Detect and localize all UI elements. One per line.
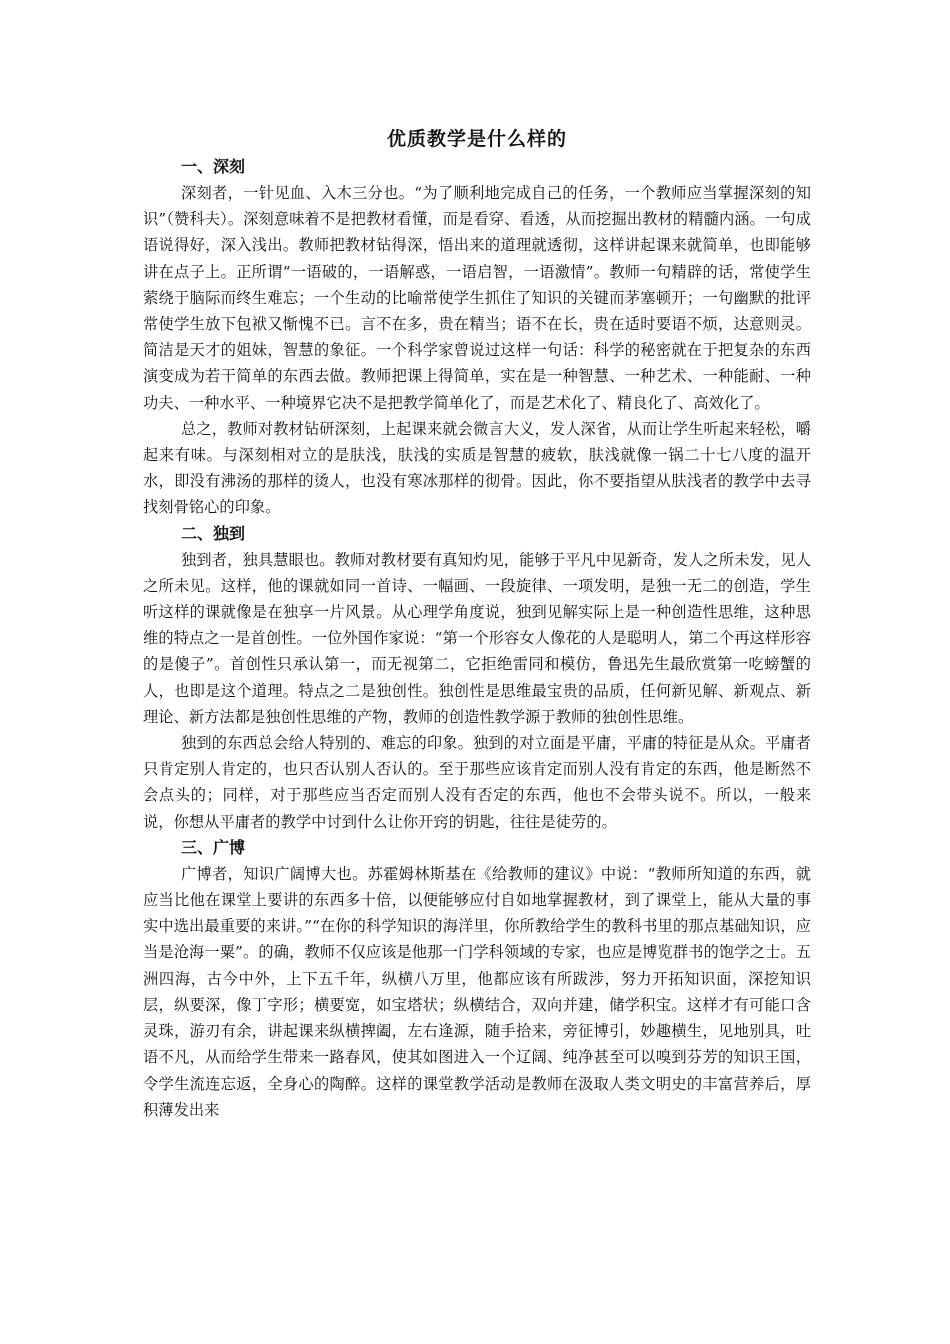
paragraph: 独到者，独具慧眼也。教师对教材要有真知灼见，能够于平凡中见新奇，发人之所未发，见人之所未见。这样，他的课就如同一首诗、一幅画、一段旋律、一项发明，是独一无二的创造，学生听这样的课就像是在独享一片风景。从心理学角度说，独到见解实际上是一种创造性思维，这种思维的特点之一是首创性。一位外国作家说：“第一个形容女人像花的人是聪明人，第二个再这样形容的是傻子”。首创性只承认第一，而无视第二，它拒绝雷同和模仿，鲁迅先生最欣赏第一吃螃蟹的人，也即是这个道理。特点之二是独创性。独创性是思维最宝贵的品质，任何新见解、新观点、新理论、新方法都是独创性思维的产物，教师的创造性教学源于教师的独创性思维。 bbox=[143, 550, 811, 726]
paragraph: 总之，教师对教材钻研深刻，上起课来就会微言大义，发人深省，从而让学生听起来轻松，嚼起来有味。与深刻相对立的是肤浅，肤浅的实质是智慧的疲软，肤浅就像一锅二十七八度的温开水，即没有沸汤的那样的烫人，也没有寒冰那样的彻骨。因此，你不要指望从肤浅者的教学中去寻找刻骨铭心的印象。 bbox=[143, 419, 811, 517]
paragraph: 广博者，知识广阔博大也。苏霍姆林斯基在《给教师的建议》中说：“教师所知道的东西，就应当比他在课堂上要讲的东西多十倍，以便能够应付自如地掌握教材，到了课堂上，能从大量的事实中选出最重要的来讲。”“在你的科学知识的海洋里，你所教给学生的教科书里的那点基础知识，应当是沧海一粟”。的确，教师不仅应该是他那一门学科领域的专家，也应是博览群书的饱学之士。五洲四海，古今中外，上下五千年，纵横八万里，他都应该有所跋涉，努力开拓知识面，深挖知识层，纵要深，像丁字形；横要宽，如宝塔状；纵横结合，双向并建，储学积宝。这样才有可能口含灵珠，游刃有余，讲起课来纵横捭阖，左右逢源，随手拾来，旁征博引，妙趣横生，见地别具，吐语不凡，从而给学生带来一路春风，使其如图进入一个辽阔、纯净甚至可以嗅到芬芳的知识王国，令学生流连忘返，全身心的陶醉。这样的课堂教学活动是教师在汲取人类文明史的丰富营养后，厚积薄发出来 bbox=[143, 864, 811, 1119]
document-page bbox=[143, 124, 811, 1123]
section-uniqueness bbox=[143, 521, 811, 835]
document-title: 优质教学是什么样的 bbox=[386, 128, 567, 150]
paragraph: 独到的东西总会给人特别的、难忘的印象。独到的对立面是平庸，平庸的特征是从众。平庸者只肯定别人肯定的，也只否认别人否认的。至于那些应该肯定而别人没有肯定的东西，他是断然不会点头的；同样，对于那些应当否定而别人没有否定的东西，他也不会带头说不。所以，一般来说，你想从平庸者的教学中讨到什么让你开窍的钥匙，往往是徒劳的。 bbox=[143, 734, 811, 831]
section-heading: 二、独到 bbox=[181, 523, 246, 543]
section-breadth bbox=[143, 835, 811, 1123]
section-depth bbox=[143, 154, 811, 521]
paragraph: 深刻者，一针见血、入木三分也。“为了顺利地完成自己的任务，一个教师应当掌握深刻的知识”（赞科夫）。深刻意味着不是把教材看懂，而是看穿、看透，从而挖掘出教材的精髓内涵。一句成语说得好，深入浅出。教师把教材钻得深，悟出来的道理就透彻，这样讲起课来就简单，也即能够讲在点子上。正所谓“一语破的，一语解惑，一语启智，一语激情”。教师一句精辟的话，常使学生萦绕于脑际而终生难忘；一个生动的比喻常使学生抓住了知识的关键而茅塞顿开；一句幽默的批评常使学生放下包袱又惭愧不已。言不在多，贵在精当；语不在长，贵在适时要语不烦，达意则灵。简洁是天才的姐妹，智慧的象征。一个科学家曾说过这样一句话：科学的秘密就在于把复杂的东西演变成为若干简单的东西去做。教师把课上得简单，实在是一种智慧、一种艺术、一种能耐、一种功夫、一种水平、一种境界它决不是把教学简单化了，而是艺术化了、精良化了、高效化了。 bbox=[143, 184, 811, 412]
section-heading: 一、深刻 bbox=[181, 157, 246, 176]
section-heading: 三、广博 bbox=[181, 837, 246, 857]
